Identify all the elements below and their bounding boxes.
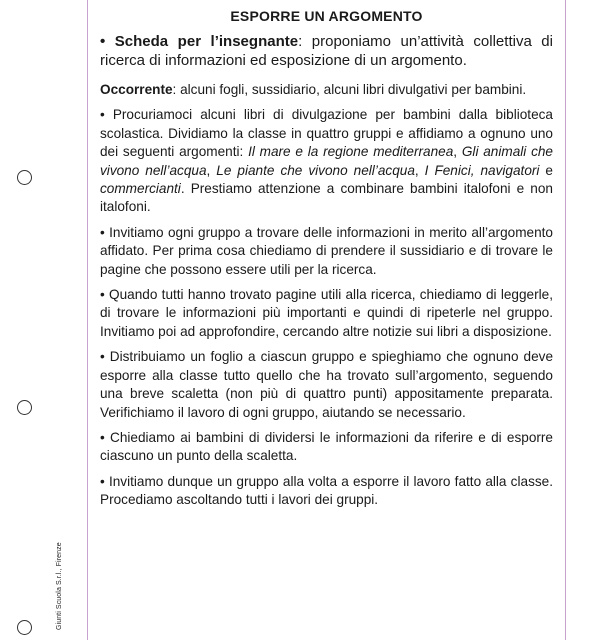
page-title: ESPORRE UN ARGOMENTO: [230, 8, 423, 24]
worksheet-content: [100, 8, 553, 517]
step-paragraph-5: • Chiediamo ai bambini di dividersi le informazioni da riferire e di esporre ciascuno un punto della scaletta.: [100, 429, 553, 464]
binder-hole-top: [17, 170, 32, 185]
separator: ,: [206, 162, 217, 178]
step-paragraph-6: • Invitiamo dunque un gruppo alla volta a esporre il lavoro fatto alla classe. Procediamo ascoltando tutti i lavori dei gruppi.: [100, 473, 553, 508]
intro-label: Scheda per l’insegnante: [114, 33, 299, 50]
worksheet: [87, 0, 566, 640]
binder-hole-bottom: [17, 620, 32, 635]
publisher-credit: Giunti Scuola S.r.l., Firenze: [56, 542, 63, 630]
binder-hole-middle: [17, 400, 32, 415]
intro-text: : proponiamo un’attività collettiva di ricerca di informazioni ed esposizione di un argomento.: [100, 33, 553, 69]
topic-mare: Il mare e la regione mediterranea: [248, 144, 454, 160]
topic-piante: Le piante che vivono nell’acqua: [216, 162, 415, 178]
intro-paragraph: [100, 32, 553, 70]
separator: e: [539, 162, 553, 178]
topic-animali: Gli animali che vivono nell’acqua: [100, 144, 553, 178]
step-1-text: • Procuriamoci alcuni libri di divulgazione per bambini dalla biblioteca scolastica. Dividiamo la classe in quattro gruppi e affidiamo a ognuno uno dei seguenti argomenti:: [100, 107, 553, 160]
step-1-text-end: . Prestiamo attenzione a combinare bambini italofoni e non italofoni.: [100, 181, 553, 215]
materials-paragraph: [100, 81, 553, 99]
materials-label: Occorrente: [100, 82, 173, 97]
separator: ,: [453, 144, 462, 160]
intro-bullet: •: [100, 33, 106, 50]
step-paragraph-4: • Distribuiamo un foglio a ciascun gruppo e spieghiamo che ognuno deve esporre alla classe tutto quello che ha trovato sull’argomento, seguendo una breve scaletta (non più di quattro punti) appositamente preparata. Verifichiamo il lavoro di ogni gruppo, aiutando se necessario.: [100, 349, 553, 420]
topic-commercianti: commercianti: [100, 181, 181, 197]
step-paragraph-3: • Quando tutti hanno trovato pagine utili alla ricerca, chiediamo di leggerle, di trovare le informazioni più importanti e quindi di ripeterle nel gruppo. Invitiamo poi ad approfondire, cercando altre notizie sui libri a disposizione.: [100, 287, 553, 339]
materials-text: : alcuni fogli, sussidiario, alcuni libri divulgativi per bambini.: [172, 82, 527, 97]
step-paragraph-1: [100, 106, 553, 216]
topic-fenici: I Fenici, navigatori: [424, 162, 540, 178]
step-paragraph-2: • Invitiamo ogni gruppo a trovare delle informazioni in merito all’argomento affidato. Per prima cosa chiediamo di prendere il sussidiario e di trovare le pagine che possono essere utili per la ricerca.: [100, 224, 553, 277]
separator: ,: [414, 162, 425, 178]
